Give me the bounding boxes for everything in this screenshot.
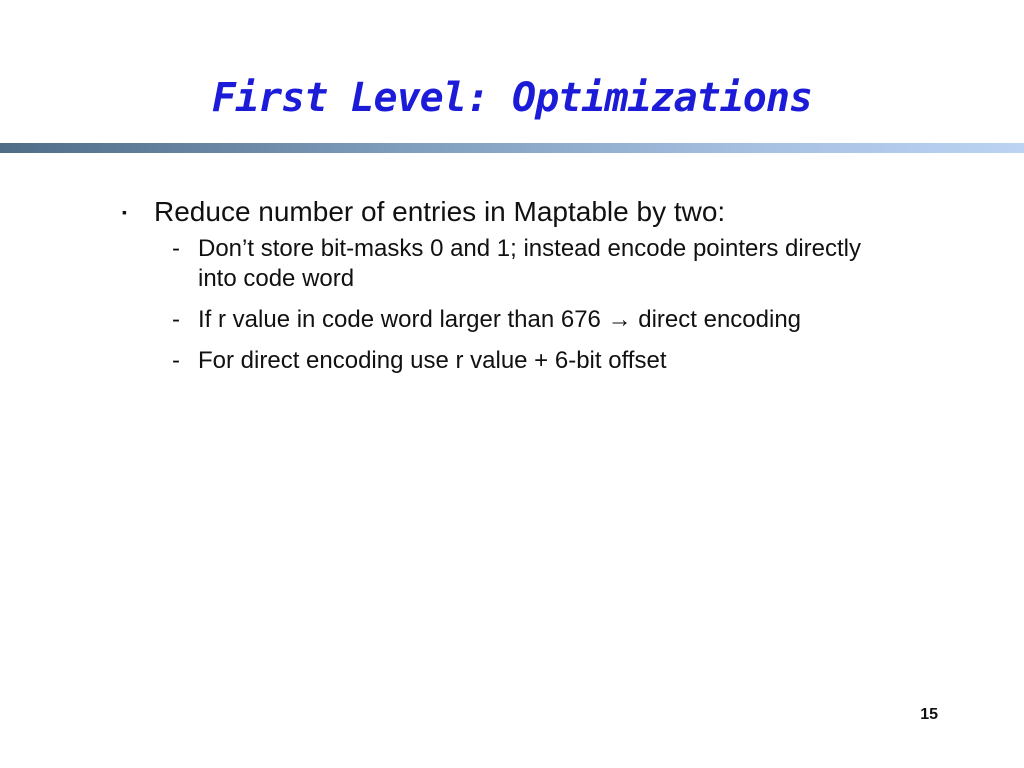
- sub-item-text: If r value in code word larger than 676 → direct encoding: [198, 306, 802, 333]
- dash-marker: -: [172, 347, 180, 374]
- sub-item-text: Don’t store bit-masks 0 and 1; instead encode pointers directly into code word: [198, 235, 862, 292]
- square-bullet-icon: ▪: [122, 204, 127, 220]
- sub-item: [172, 346, 920, 376]
- sub-item: [172, 305, 920, 335]
- dash-marker: -: [172, 306, 180, 333]
- bullet-text: Reduce number of entries in Maptable by two:: [154, 196, 726, 227]
- slide-title: First Level: Optimizations: [211, 75, 813, 121]
- sub-item: [172, 234, 920, 294]
- page-number: 15: [920, 706, 938, 723]
- sub-item-text: For direct encoding use r value + 6-bit offset: [198, 347, 667, 374]
- sub-list: [172, 234, 920, 376]
- slide-content: [120, 192, 920, 387]
- title-divider: [0, 143, 1024, 153]
- dash-marker: -: [172, 235, 180, 262]
- bullet-item: [120, 192, 920, 232]
